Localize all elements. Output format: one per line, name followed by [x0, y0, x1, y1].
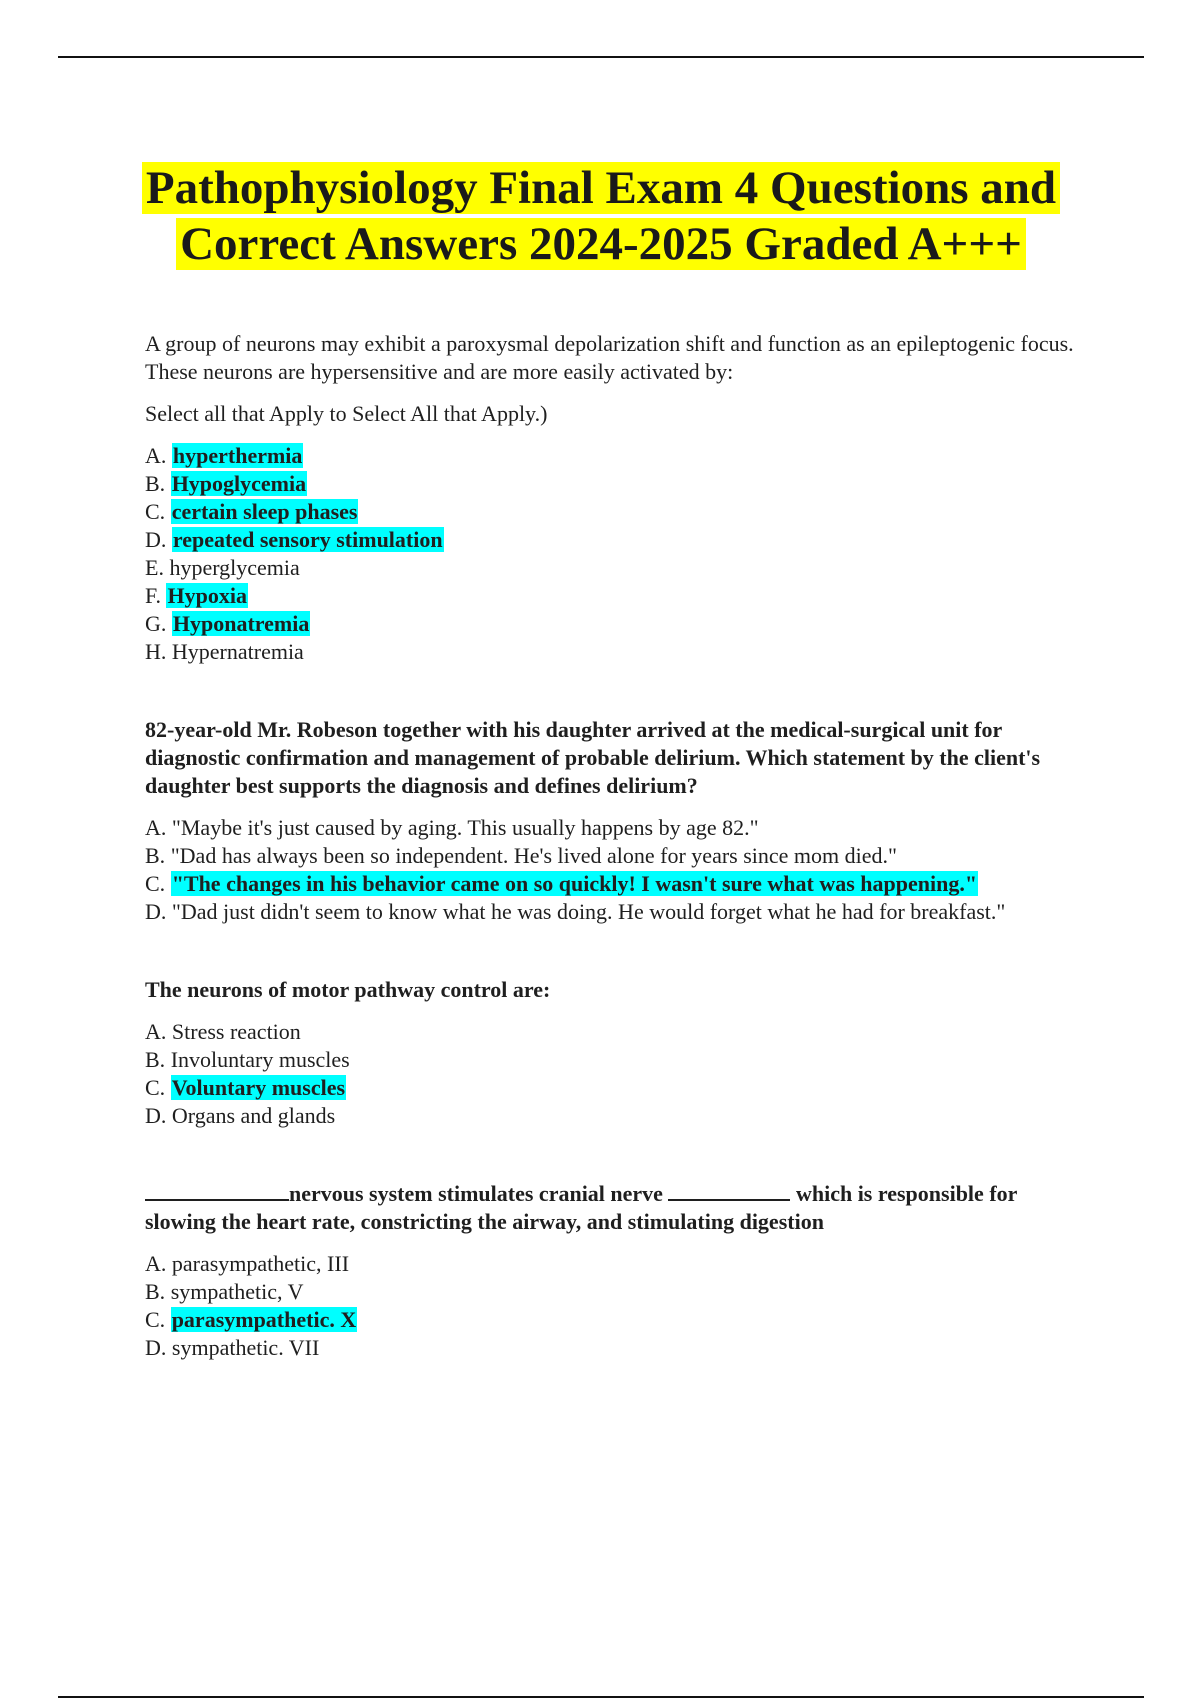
option-letter: H. — [145, 639, 167, 664]
option-letter: C. — [145, 871, 166, 896]
option-item — [145, 1074, 1090, 1102]
option-letter: A. — [145, 443, 167, 468]
option-item — [145, 498, 1090, 526]
option-letter: E. — [145, 555, 164, 580]
option-letter: A. — [145, 815, 167, 840]
blank-line — [668, 1181, 790, 1201]
question-text: The neurons of motor pathway control are: — [145, 977, 551, 1002]
option-text: Organs and glands — [171, 1103, 336, 1128]
correct-answer: Hypoxia — [167, 583, 247, 608]
option-letter: B. — [145, 1279, 166, 1304]
option-item — [145, 898, 1090, 926]
correct-answer: Hyponatremia — [172, 611, 310, 636]
option-text: parasympathetic, III — [171, 1251, 350, 1276]
questions-content — [145, 330, 1090, 1412]
question-instruction: Select all that Apply to Select All that Apply.) — [145, 401, 548, 426]
option-letter: G. — [145, 611, 167, 636]
option-text: Involuntary muscles — [170, 1047, 350, 1072]
option-letter: D. — [145, 1103, 167, 1128]
option-item — [145, 814, 1090, 842]
title-line-2: Correct Answers 2024-2025 Graded A+++ — [176, 218, 1026, 270]
option-item — [145, 526, 1090, 554]
option-item — [145, 638, 1090, 666]
option-letter: A. — [145, 1019, 167, 1044]
option-text: sympathetic. VII — [171, 1335, 320, 1360]
correct-answer: Hypoglycemia — [171, 471, 307, 496]
title-line-1: Pathophysiology Final Exam 4 Questions and — [142, 162, 1060, 214]
correct-answer: repeated sensory stimulation — [172, 527, 443, 552]
option-letter: C. — [145, 499, 166, 524]
question-text: A group of neurons may exhibit a paroxysmal depolarization shift and function as an epileptogenic focus. These neurons are hypersensitive and are more easily activated by: — [145, 331, 1074, 384]
option-letter: B. — [145, 1047, 166, 1072]
option-item — [145, 1278, 1090, 1306]
question-text — [145, 1180, 1090, 1236]
option-item — [145, 842, 1090, 870]
option-text: "Maybe it's just caused by aging. This usually happens by age 82." — [171, 815, 759, 840]
question-text: 82-year-old Mr. Robeson together with his daughter arrived at the medical-surgical unit for diagnostic confirmation and management of probable delirium. Which statement by the client's daughter best supports the diagnosis and defines delirium? — [145, 717, 1041, 798]
option-item — [145, 554, 1090, 582]
option-list — [145, 1018, 1090, 1130]
option-letter: D. — [145, 1335, 167, 1360]
option-letter: D. — [145, 899, 167, 924]
option-item — [145, 1306, 1090, 1334]
correct-answer: hyperthermia — [172, 443, 303, 468]
correct-answer: certain sleep phases — [171, 499, 358, 524]
correct-answer: parasympathetic. X — [171, 1307, 357, 1332]
correct-answer: Voluntary muscles — [171, 1075, 346, 1100]
option-item — [145, 1250, 1090, 1278]
option-list — [145, 1250, 1090, 1362]
question-block-1 — [145, 330, 1090, 666]
footer-rule — [58, 1696, 1144, 1698]
option-letter: D. — [145, 527, 167, 552]
option-letter: F. — [145, 583, 161, 608]
option-list — [145, 814, 1090, 926]
option-item — [145, 870, 1090, 898]
option-letter: B. — [145, 843, 166, 868]
option-list — [145, 442, 1090, 666]
option-item — [145, 582, 1090, 610]
option-letter: C. — [145, 1075, 166, 1100]
document-title — [58, 160, 1144, 272]
option-item — [145, 442, 1090, 470]
correct-answer: "The changes in his behavior came on so quickly! I wasn't sure what was happening." — [171, 871, 978, 896]
option-item — [145, 470, 1090, 498]
option-text: "Dad has always been so independent. He's lived alone for years since mom died." — [170, 843, 898, 868]
header-rule — [58, 56, 1144, 58]
question-block-4 — [145, 1180, 1090, 1362]
question-block-3 — [145, 976, 1090, 1130]
option-text: hyperglycemia — [169, 555, 300, 580]
question-block-2 — [145, 716, 1090, 926]
option-item — [145, 1046, 1090, 1074]
option-letter: C. — [145, 1307, 166, 1332]
option-letter: A. — [145, 1251, 167, 1276]
option-item — [145, 610, 1090, 638]
option-item — [145, 1102, 1090, 1130]
option-letter: B. — [145, 471, 166, 496]
option-item — [145, 1018, 1090, 1046]
option-text: "Dad just didn't seem to know what he was doing. He would forget what he had for breakfast." — [171, 899, 1006, 924]
option-text: Stress reaction — [171, 1019, 301, 1044]
option-text: Hypernatremia — [171, 639, 304, 664]
blank-line — [145, 1181, 289, 1201]
option-text: sympathetic, V — [170, 1279, 304, 1304]
question-text-part-2: which is responsible for slowing the heart rate, constricting the airway, and stimulating digestion — [145, 1181, 1018, 1234]
question-text-part-1: nervous system stimulates cranial nerve — [289, 1181, 663, 1206]
option-item — [145, 1334, 1090, 1362]
